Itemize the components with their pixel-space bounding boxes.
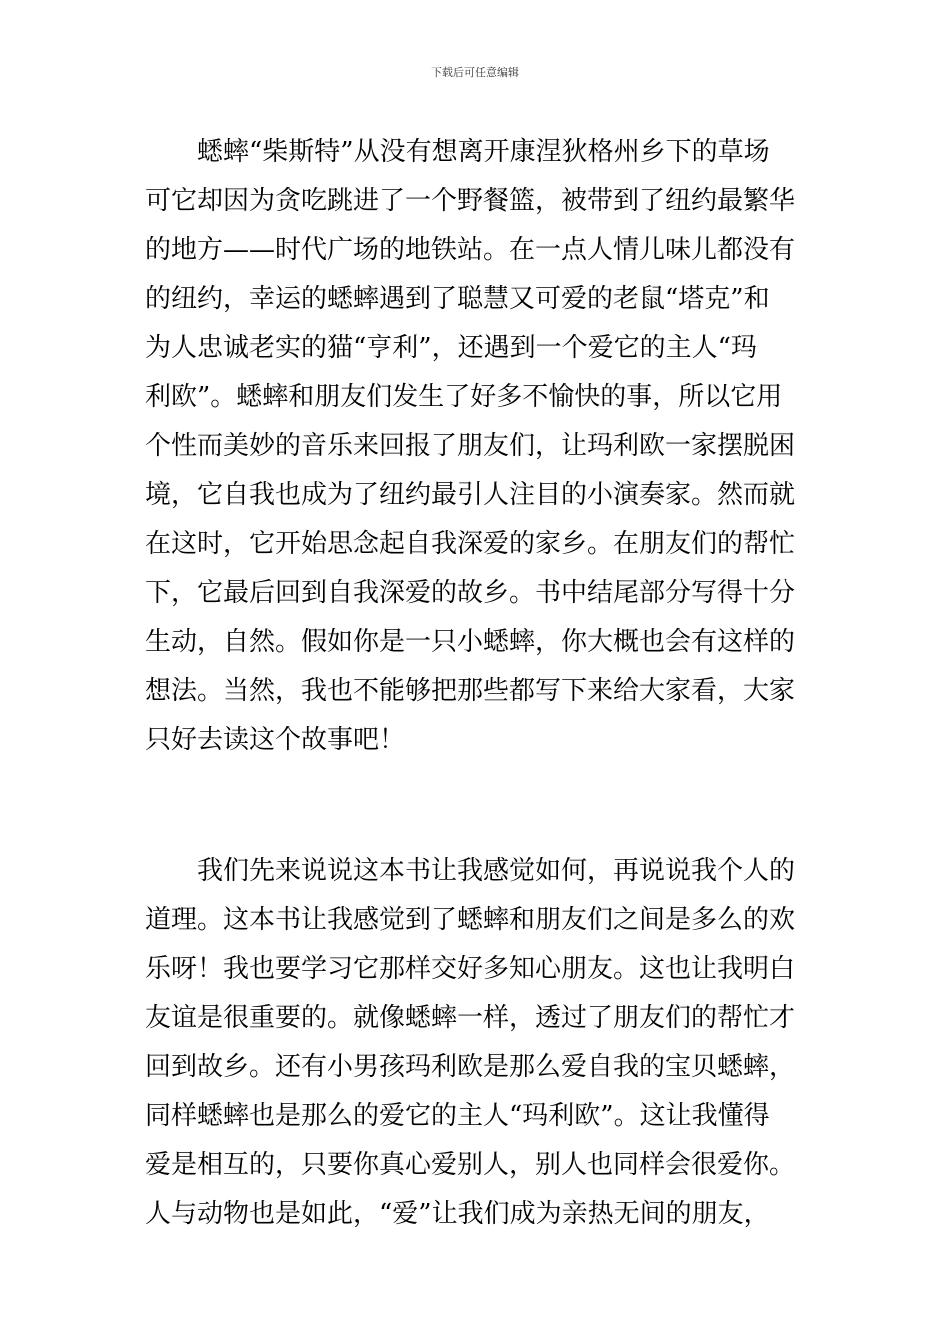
text-line: 个性而美妙的音乐来回报了朋友们，让玛利欧一家摆脱困 [145,431,796,461]
text-line: 下，它最后回到自我深爱的故乡。书中结尾部分写得十分 [145,578,796,608]
document-body [145,128,805,1239]
text-line: 人与动物也是如此，“爱”让我们成为亲热无间的朋友， [145,1199,770,1229]
paragraph-2 [145,847,805,1239]
text-line: 乐呀！我也要学习它那样交好多知心朋友。这也让我明白 [145,954,796,984]
text-line: 的纽约，幸运的蟋蟀遇到了聪慧又可爱的老鼠“塔克”和 [145,284,770,314]
text-line: 为人忠诚老实的猫“亨利”，还遇到一个爱它的主人“玛 [145,333,757,363]
text-line: 蟋蟀“柴斯特”从没有想离开康涅狄格州乡下的草场 [197,137,770,167]
text-line: 生动，自然。假如你是一只小蟋蟀，你大概也会有这样的 [145,627,796,657]
paragraph-spacer [145,765,805,847]
text-line: 回到故乡。还有小男孩玛利欧是那么爱自我的宝贝蟋蟀， [145,1052,796,1082]
text-line: 的地方——时代广场的地铁站。在一点人情儿味儿都没有 [145,235,796,265]
text-line: 可它却因为贪吃跳进了一个野餐篮，被带到了纽约最繁华 [145,186,796,216]
text-line: 在这时，它开始思念起自我深爱的家乡。在朋友们的帮忙 [145,529,796,559]
page-header: 下载后可任意编辑 [431,66,519,79]
text-line: 友谊是很重要的。就像蟋蟀一样，透过了朋友们的帮忙才 [145,1003,796,1033]
text-line: 利欧”。蟋蟀和朋友们发生了好多不愉快的事，所以它用 [145,382,783,412]
text-line: 同样蟋蟀也是那么的爱它的主人“玛利欧”。这让我懂得 [145,1101,770,1131]
text-line: 只好去读这个故事吧！ [145,725,406,755]
text-line: 爱是相互的，只要你真心爱别人，别人也同样会很爱你。 [145,1150,796,1180]
paragraph-1 [145,128,805,765]
text-line: 我们先来说说这本书让我感觉如何，再说说我个人的 [197,856,796,886]
text-line: 想法。当然，我也不能够把那些都写下来给大家看，大家 [145,676,796,706]
text-line: 道理。这本书让我感觉到了蟋蟀和朋友们之间是多么的欢 [145,905,796,935]
text-line: 境，它自我也成为了纽约最引人注目的小演奏家。然而就 [145,480,796,510]
